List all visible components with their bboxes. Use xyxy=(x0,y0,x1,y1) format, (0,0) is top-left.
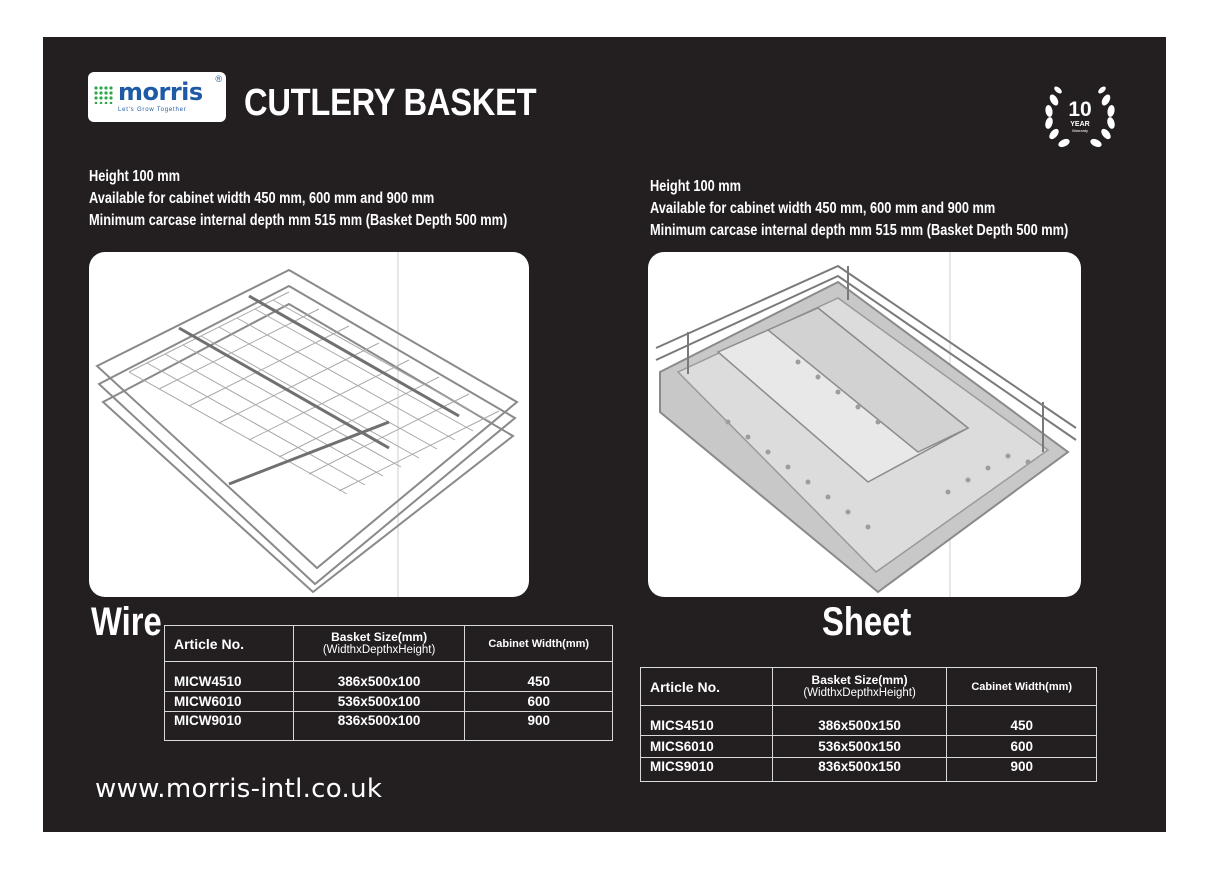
width-cell: 900 xyxy=(465,712,613,741)
table-row xyxy=(165,712,613,741)
width-cell: 900 xyxy=(947,758,1097,782)
article-header: Article No. xyxy=(641,668,773,706)
warranty-label: Warranty xyxy=(1071,128,1089,133)
warranty-badge-icon xyxy=(1040,78,1120,154)
wire-basket-image xyxy=(89,252,529,597)
width-cell: 450 xyxy=(465,662,613,692)
article-cell: MICS9010 xyxy=(641,758,773,782)
table-row xyxy=(641,758,1097,782)
table-row xyxy=(165,662,613,692)
width-cell: 450 xyxy=(947,706,1097,736)
brand-tagline: Let's Grow Together xyxy=(118,107,187,113)
article-cell: MICW9010 xyxy=(165,712,294,741)
sheet-spec-widths: Available for cabinet width 450 mm, 600 mm and 900 mm xyxy=(650,200,996,217)
size-header xyxy=(293,626,465,662)
sheet-basket-image xyxy=(648,252,1081,597)
size-cell: 536x500x100 xyxy=(293,692,465,712)
brand-name: morris xyxy=(118,78,203,106)
website-bar xyxy=(43,772,457,812)
wire-spec-widths: Available for cabinet width 450 mm, 600 mm and 900 mm xyxy=(89,190,435,207)
cabinet-header: Cabinet Width(mm) xyxy=(465,626,613,662)
wire-spec-height: Height 100 mm xyxy=(89,168,181,185)
website-link[interactable]: www.morris-intl.co.uk xyxy=(95,774,383,804)
wire-spec-table xyxy=(164,625,613,741)
registered-mark: ® xyxy=(215,74,222,84)
size-cell: 386x500x100 xyxy=(293,662,465,692)
morris-logo xyxy=(88,72,226,122)
wire-specs xyxy=(89,166,507,232)
wire-spec-depth: Minimum carcase internal depth mm 515 mm (Basket Depth 500 mm) xyxy=(89,212,508,229)
size-cell: 836x500x100 xyxy=(293,712,465,741)
size-cell: 386x500x150 xyxy=(772,706,947,736)
table-row xyxy=(641,736,1097,758)
size-header-sub: (WidthxDepthxHeight) xyxy=(803,686,916,699)
table-row xyxy=(165,692,613,712)
sheet-spec-table xyxy=(640,667,1097,782)
warranty-years: 10 xyxy=(1068,98,1092,121)
cabinet-header: Cabinet Width(mm) xyxy=(947,668,1097,706)
size-cell: 536x500x150 xyxy=(772,736,947,758)
article-cell: MICS4510 xyxy=(641,706,773,736)
article-cell: MICS6010 xyxy=(641,736,773,758)
sheet-specs xyxy=(650,176,1068,242)
table-header-row xyxy=(641,668,1097,706)
wire-basket-photo xyxy=(89,252,529,597)
size-header-main: Basket Size(mm) xyxy=(331,629,428,644)
sheet-label: Sheet xyxy=(822,600,912,644)
article-cell: MICW6010 xyxy=(165,692,294,712)
logo-dots-icon xyxy=(94,86,116,104)
wire-label: Wire xyxy=(91,600,162,644)
sheet-basket-photo xyxy=(648,252,1081,597)
table-header-row xyxy=(165,626,613,662)
width-cell: 600 xyxy=(465,692,613,712)
table-row xyxy=(641,706,1097,736)
size-header-sub: (WidthxDepthxHeight) xyxy=(322,643,436,656)
size-header xyxy=(772,668,947,706)
page-title: CUTLERY BASKET xyxy=(244,82,537,124)
size-header-main: Basket Size(mm) xyxy=(811,672,908,687)
article-header: Article No. xyxy=(165,626,294,662)
warranty-year-label: YEAR xyxy=(1070,121,1090,128)
article-cell: MICW4510 xyxy=(165,662,294,692)
sheet-spec-height: Height 100 mm xyxy=(650,178,742,195)
width-cell: 600 xyxy=(947,736,1097,758)
size-cell: 836x500x150 xyxy=(772,758,947,782)
sheet-spec-depth: Minimum carcase internal depth mm 515 mm (Basket Depth 500 mm) xyxy=(650,222,1069,239)
